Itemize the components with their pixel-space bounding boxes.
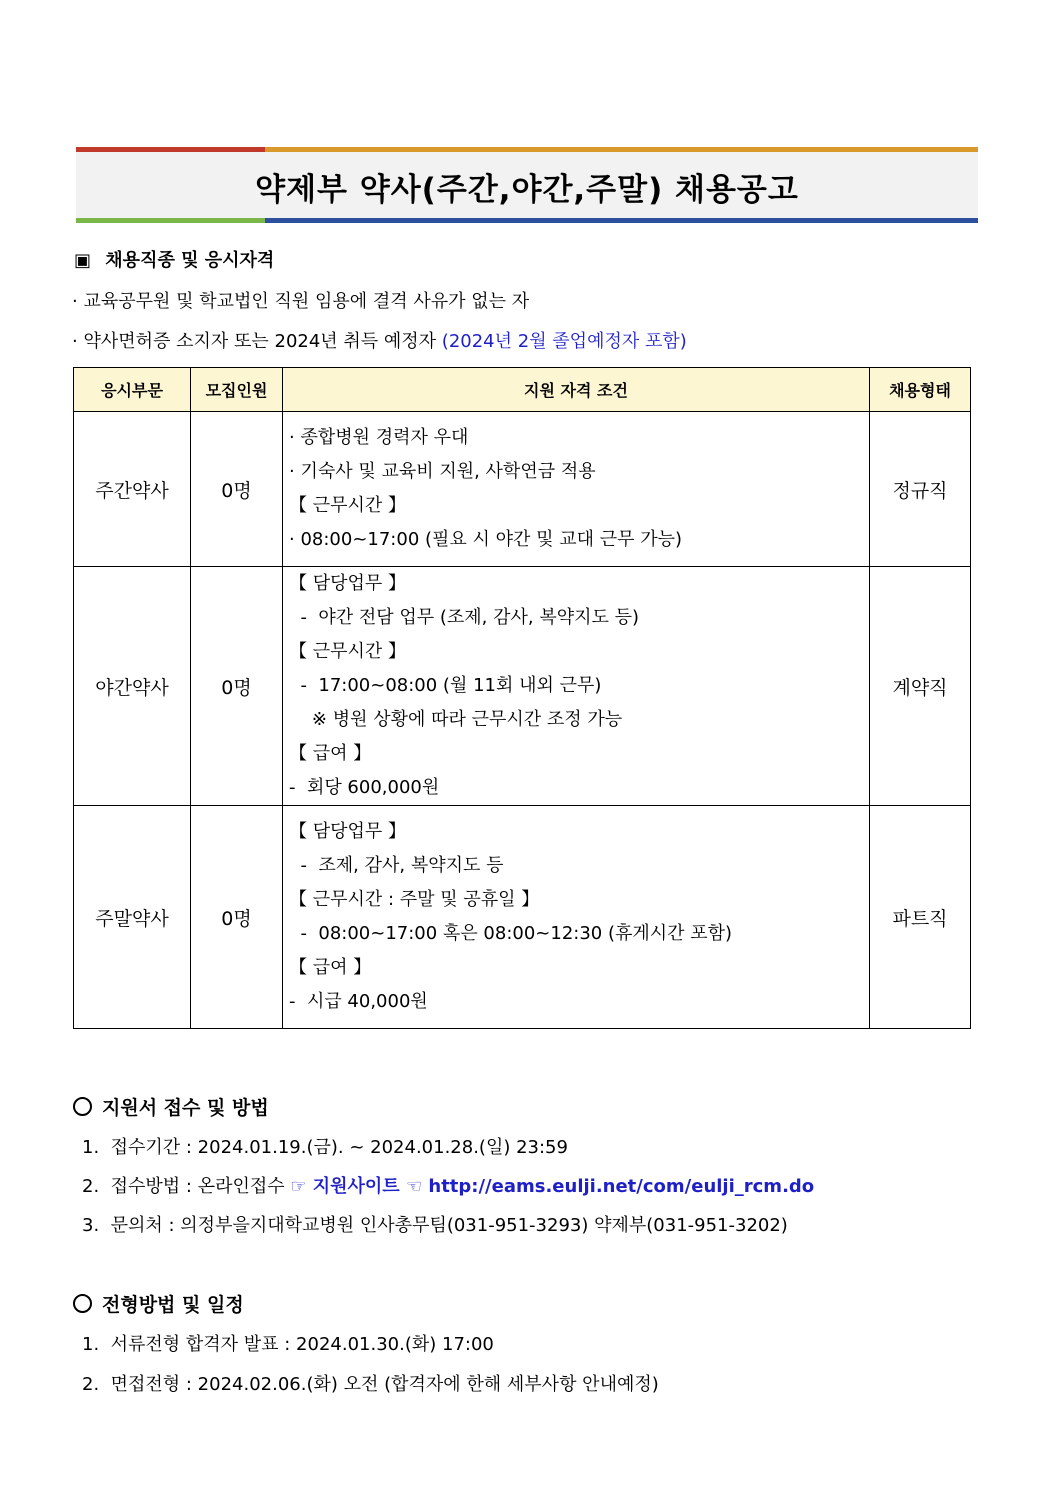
row-count: 0명 [191,806,283,1029]
blue-bar-segment [265,218,978,223]
qual-line: - 조제, 감사, 복약지도 등 [289,855,504,876]
page-title: 약제부 약사(주간,야간,주말) 채용공고 [255,172,799,208]
row-dept: 주간약사 [74,412,191,567]
job-table [73,367,971,1029]
qualification-bullet-2 [72,327,687,353]
green-bar-segment [76,218,265,223]
qual-line: 【 급여 】 [289,743,372,764]
square-marker-icon: ▣ [74,250,92,271]
qual-line: - 17:00~08:00 (월 11회 내외 근무) [289,675,602,696]
qual-line: - 시급 40,000원 [289,991,428,1012]
header-count: 모집인원 [191,368,283,412]
contact-info: 3. 문의처 : 의정부을지대학교병원 인사총무팀(031-951-3293) 약제부(031-951-3202) [82,1215,788,1236]
header-type: 채용형태 [870,368,971,412]
title-banner [76,147,978,223]
qual-line: - 회당 600,000원 [289,777,440,798]
row-qualifications [283,806,870,1029]
qual-line: · 종합병원 경력자 우대 [289,427,469,448]
qual-line: ※ 병원 상황에 따라 근무시간 조정 가능 [289,709,623,730]
section1-title: 채용직종 및 응시자격 [105,250,275,271]
row-dept: 야간약사 [74,567,191,806]
circle-marker-icon [73,1294,92,1313]
header-qualifications: 지원 자격 조건 [283,368,870,412]
table-row [74,567,971,806]
qual-line: 【 담당업무 】 [289,821,406,842]
header-dept: 응시부문 [74,368,191,412]
orange-bar-segment [265,147,978,152]
method-text: 2. 접수방법 : 온라인접수 [82,1176,291,1197]
row-type: 계약직 [870,567,971,806]
row-count: 0명 [191,412,283,567]
title-top-bar [76,147,978,152]
qual-line: - 08:00~17:00 혹은 08:00~12:30 (휴게시간 포함) [289,923,733,944]
row-qualifications [283,412,870,567]
section3-heading [73,1290,244,1317]
document-screening: 1. 서류전형 합격자 발표 : 2024.01.30.(화) 17:00 [82,1334,494,1355]
row-count: 0명 [191,567,283,806]
table-header-row [74,368,971,412]
row-type: 파트직 [870,806,971,1029]
row-qualifications [283,567,870,806]
pointing-left-hand-icon: ☜ [405,1176,423,1197]
site-label: 지원사이트 [306,1176,406,1197]
qual-line: · 08:00~17:00 (필요 시 야간 및 교대 근무 가능) [289,529,683,550]
qual-line: 【 근무시간 】 [289,641,406,662]
bullet2-text: · 약사면허증 소지자 또는 2024년 취득 예정자 [72,331,442,352]
section2-heading [73,1093,269,1120]
apply-site-link[interactable]: http://eams.eulji.net/com/eulji_rcm.do [422,1176,815,1197]
qual-line: - 야간 전담 업무 (조제, 감사, 복약지도 등) [289,607,640,628]
interview-schedule: 2. 면접전형 : 2024.02.06.(화) 오전 (합격자에 한해 세부사항 안내예정) [82,1374,659,1395]
pointing-right-hand-icon: ☞ [290,1176,307,1197]
section2-title: 지원서 접수 및 방법 [102,1097,269,1119]
qual-line: 【 담당업무 】 [289,573,406,594]
section3-title: 전형방법 및 일정 [102,1294,244,1316]
red-bar-segment [76,147,265,152]
qual-line: 【 근무시간 】 [289,495,406,516]
application-period: 1. 접수기간 : 2024.01.19.(금). ~ 2024.01.28.(일) 23:59 [82,1137,568,1158]
table-row [74,412,971,567]
table-row [74,806,971,1029]
qual-line: 【 근무시간 : 주말 및 공휴일 】 [289,889,540,910]
section1-heading [74,246,274,272]
application-method [82,1172,814,1198]
qual-line: · 기숙사 및 교육비 지원, 사학연금 적용 [289,461,596,482]
qualification-bullet-1: · 교육공무원 및 학교법인 직원 임용에 결격 사유가 없는 자 [72,291,530,312]
bullet2-note: (2024년 2월 졸업예정자 포함) [441,331,687,352]
circle-marker-icon [73,1097,92,1116]
qual-line: 【 급여 】 [289,957,372,978]
row-type: 정규직 [870,412,971,567]
row-dept: 주말약사 [74,806,191,1029]
title-bottom-bar [76,218,978,223]
